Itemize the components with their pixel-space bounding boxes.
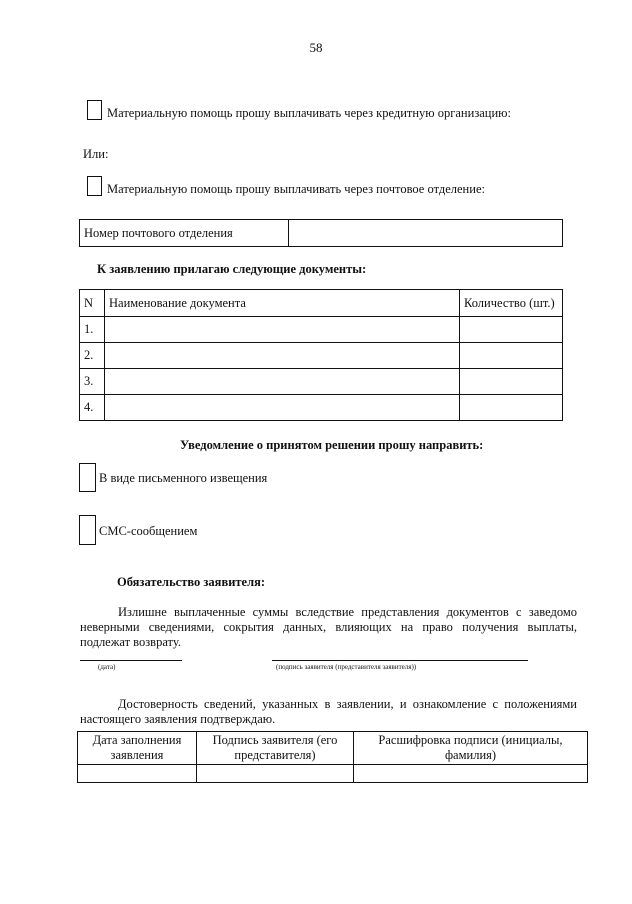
post-office-label: Материальную помощь прошу выплачивать через почтовое отделение:: [107, 182, 485, 196]
post-office-number-label: Номер почтового отделения: [80, 220, 289, 247]
row-number: 1.: [80, 317, 105, 343]
fill-date-header: Дата заполнения заявления: [78, 732, 197, 765]
document-qty-cell[interactable]: [460, 343, 563, 369]
document-qty-cell[interactable]: [460, 395, 563, 421]
table-row: [80, 395, 563, 421]
documents-table: [79, 289, 563, 421]
documents-heading: К заявлению прилагаю следующие документы:: [97, 262, 367, 276]
or-text: Или:: [83, 147, 109, 161]
fill-date-cell[interactable]: [78, 765, 197, 783]
post-office-checkbox[interactable]: [87, 176, 102, 196]
row-number: 3.: [80, 369, 105, 395]
obligation-heading: Обязательство заявителя:: [117, 575, 266, 589]
documents-header-n: N: [80, 290, 105, 317]
obligation-text: Излишне выплаченные суммы вследствие представления документов с заведомо неверными сведениями, сокрытия данных, влияющих на право получения выплаты, подлежат возврату.: [80, 605, 577, 649]
page-number: 58: [309, 40, 323, 55]
date-signature-line: [80, 660, 182, 661]
post-office-number-value[interactable]: [289, 220, 563, 247]
date-caption: (дата): [98, 663, 116, 671]
written-notice-label: В виде письменного извещения: [99, 471, 268, 485]
applicant-signature-header: Подпись заявителя (его представителя): [197, 732, 354, 765]
row-number: 4.: [80, 395, 105, 421]
document-name-cell[interactable]: [105, 395, 460, 421]
written-notice-checkbox[interactable]: [79, 463, 96, 492]
document-name-cell[interactable]: [105, 317, 460, 343]
credit-organization-label: Материальную помощь прошу выплачивать через кредитную организацию:: [107, 106, 511, 120]
signature-decoding-cell[interactable]: [354, 765, 588, 783]
table-row: [80, 343, 563, 369]
document-qty-cell[interactable]: [460, 317, 563, 343]
post-office-table: [79, 219, 563, 247]
documents-header-name: Наименование документа: [105, 290, 460, 317]
document-qty-cell[interactable]: [460, 369, 563, 395]
signature-table: [77, 731, 588, 783]
row-number: 2.: [80, 343, 105, 369]
credit-organization-checkbox[interactable]: [87, 100, 102, 120]
table-row: [80, 369, 563, 395]
notify-heading: Уведомление о принятом решении прошу направить:: [180, 438, 484, 452]
signature-decoding-header: Расшифровка подписи (инициалы, фамилия): [354, 732, 588, 765]
applicant-signature-line: [272, 660, 528, 661]
applicant-signature-cell[interactable]: [197, 765, 354, 783]
sms-checkbox[interactable]: [79, 515, 96, 545]
documents-header-qty: Количество (шт.): [460, 290, 563, 317]
confirm-text: Достоверность сведений, указанных в заявлении, и ознакомление с положениями настоящего заявления подтверждаю.: [80, 697, 577, 726]
table-row: [80, 317, 563, 343]
document-name-cell[interactable]: [105, 343, 460, 369]
document-name-cell[interactable]: [105, 369, 460, 395]
sms-label: СМС-сообщением: [99, 524, 198, 538]
signature-caption: (подпись заявителя (представителя заявителя)): [276, 663, 417, 671]
